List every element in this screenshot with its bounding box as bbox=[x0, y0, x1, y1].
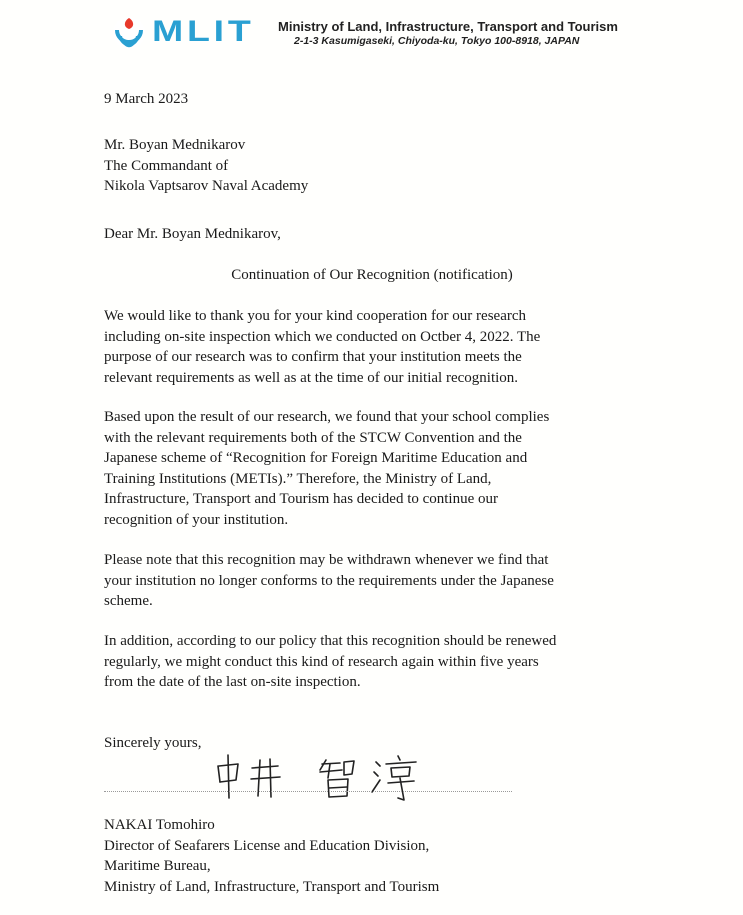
paragraph-line: Training Institutions (METIs).” Therefore, the Ministry of Land, bbox=[104, 470, 492, 487]
paragraph-line: including on-site inspection which we conducted on Octber 4, 2022. The bbox=[104, 328, 541, 345]
paragraph-line: purpose of our research was to confirm that your institution meets the bbox=[104, 349, 522, 365]
logo-wordmark: MLIT bbox=[152, 15, 255, 48]
addressee-line: The Commandant of bbox=[104, 157, 229, 174]
paragraph-line: Japanese scheme of “Recognition for Foreign Maritime Education and bbox=[104, 450, 528, 466]
signer-bureau: Maritime Bureau, bbox=[104, 858, 211, 874]
paragraph-line: with the relevant requirements both of the STCW Convention and the bbox=[104, 429, 522, 446]
paragraph-line: regularly, we might conduct this kind of research again within five years bbox=[104, 653, 539, 670]
organization-name: Ministry of Land, Infrastructure, Transport and Tourism bbox=[278, 19, 618, 34]
addressee-line: Nikola Vaptsarov Naval Academy bbox=[104, 178, 309, 194]
mlit-logo-icon bbox=[112, 16, 146, 50]
letter-date: 9 March 2023 bbox=[104, 91, 189, 107]
paragraph-line: relevant requirements as well as at the time of our initial recognition. bbox=[104, 369, 519, 386]
paragraph-4 bbox=[104, 631, 556, 693]
signer-title: Director of Seafarers License and Education Division, bbox=[104, 837, 430, 854]
addressee-line: Mr. Boyan Mednikarov bbox=[104, 137, 246, 153]
salutation: Dear Mr. Boyan Mednikarov, bbox=[104, 226, 281, 242]
subject-line: Continuation of Our Recognition (notification) bbox=[231, 267, 513, 283]
paragraph-2 bbox=[104, 407, 549, 530]
paragraph-1 bbox=[104, 306, 540, 388]
paragraph-line: Please note that this recognition may be withdrawn whenever we find that bbox=[104, 552, 549, 568]
signature-line bbox=[104, 791, 512, 792]
addressee-block bbox=[104, 135, 308, 197]
paragraph-line: from the date of the last on-site inspection. bbox=[104, 674, 361, 690]
paragraph-line: scheme. bbox=[104, 593, 153, 609]
paragraph-line: Infrastructure, Transport and Tourism has decided to continue our bbox=[104, 491, 499, 507]
paragraph-3 bbox=[104, 550, 554, 612]
organization-address: 2-1-3 Kasumigaseki, Chiyoda-ku, Tokyo 100-8918, JAPAN bbox=[294, 35, 580, 47]
letterhead bbox=[112, 14, 632, 54]
paragraph-line: Based upon the result of our research, we found that your school complies bbox=[104, 409, 550, 425]
signer-ministry: Ministry of Land, Infrastructure, Transport and Tourism bbox=[104, 878, 440, 895]
handwritten-signature bbox=[208, 752, 448, 802]
closing: Sincerely yours, bbox=[104, 735, 202, 751]
signer-name: NAKAI Tomohiro bbox=[104, 817, 215, 833]
paragraph-line: recognition of your institution. bbox=[104, 511, 289, 528]
paragraph-line: your institution no longer conforms to the requirements under the Japanese bbox=[104, 572, 554, 589]
paragraph-line: We would like to thank you for your kind cooperation for our research bbox=[104, 308, 526, 324]
paragraph-line: In addition, according to our policy that this recognition should be renewed bbox=[104, 633, 557, 649]
signer-block bbox=[104, 815, 439, 897]
